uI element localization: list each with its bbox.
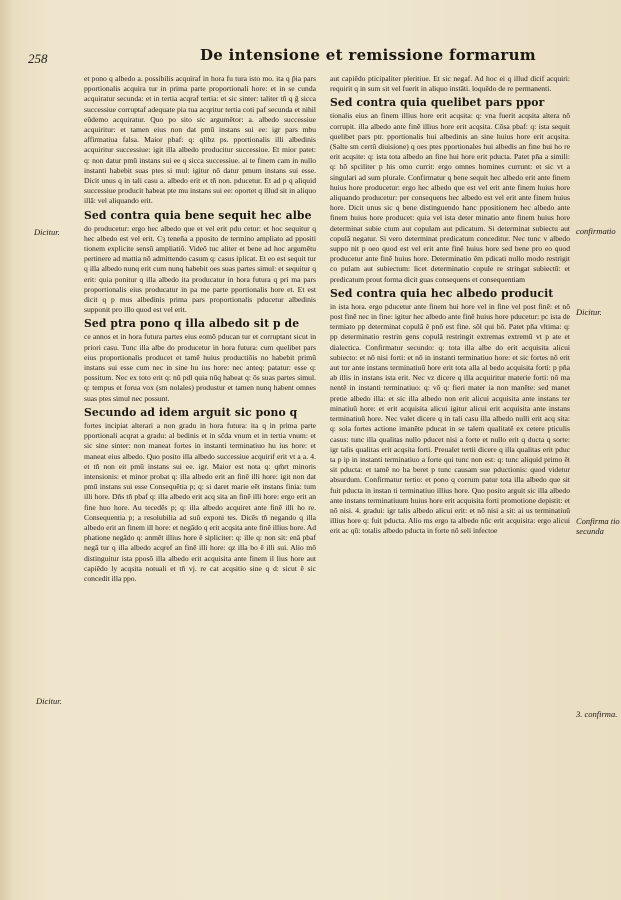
- margin-note-dicitur-3: Dicitur.: [576, 307, 602, 317]
- right-paragraph-1: aut capiēdo pticipaliter pleritiue. Et sic negaf. Ad hoc ei q illud dicif acquiri: requirit q in sum sit vel fuerit in aliquo instāti. loquēdo de re permanenti.: [330, 74, 570, 94]
- margin-note-dicitur-2: Dicitur.: [36, 696, 62, 706]
- margin-note-confirmatio: confirmatio: [576, 226, 616, 236]
- left-text-column: [84, 74, 316, 585]
- right-heading-2: Sed contra quia hec albedo producit: [330, 286, 554, 300]
- left-heading-2: Sed ptra pono q illa albedo sit p de: [84, 317, 300, 331]
- margin-note-dicitur-1: Dicitur.: [34, 227, 60, 237]
- folio-number: 258: [28, 51, 48, 66]
- right-paragraph-2: tionalis eius an finem illius hore erit acqsita: q: vna fuerit acqsita altera nō corrupit. illa albedo ante finē illius hore erit acqsita. Cōsa pbaf: q: ista sequit quelibet pars ptr. pportionalis hui albedinis an sine huius hore erit acqsita. (Salte sm certū diuisione) q oes ptes pportionales hui albedis an fine hui ho re erit acqsite: q: ista tota albedo an fine hui hore erit pducta. Patet pña a simili: q: hō spciliter p his omo currit: ergo omnes homines currunt: et sic vt a singulari ad sum plurale. Confirmatur q bene sequit hec albedo erit ante finem huius hore producetur: ergo hec albedo que est vel erit ante finem huius hore aliquando producetur: per consequens hec albedo est vel erit ante finem huius hore. Dicit unus sic q bene distinguendo hanc ppositionem hec albedo ante finem huius hore producet: quia vel ista deter minatio ante finem huius hore determinat subie ctum aut copulam aut pdicatum. Si determinat subiectu aut copulā negatur. Si vero determinat predicatum conceditur. Nec tunc v albedo suppo nit p oeo quod est vel erit ante finē huius hore sed bene pro eo quod producetur ante finē huius hore. Determinatio ēm pdicati nullo modo restrigit co pulam aut subiectum: licet determinatio copule re stringat subiectū: et predicatum prout forma dicit guas consequens et consequentiam: [330, 111, 570, 284]
- running-head: De intensione et remissione formarum: [200, 46, 536, 64]
- page-gutter-shadow: [0, 0, 14, 900]
- left-paragraph-4: fortes incipiat alterari a non gradu in hora futura: ita q in prima parte pportionali acqrat a gradu: al bedinis et in sc̃da vnum et in tertia vnum: et sic sine sinter: non maneat fortes in instanti terminatiuo hu ius hore: et maneat eius albedo. Quo posito illa albedo successiue acquirif erit vt a a. 4. et tñ non eit pmū instans sui ee. igr. Maior est nota q: qm̄rt minoris intensionis: et minor probat q: illa albedo erit an finē illi hore: igit non dat pmū instans sui esse Consequētia p; q: si daret marie eēt instans finia: tum illi hore. Dñs tñ pbaf q: illa albedo erit acq sita an finē illi hore: ergo erit an fine huo hore. Au tecedēs p; q: illa albedo acquiret ante finē illi ho re. Consequentia p; a resolubilia ad suū exponi tes. Dicēs tñ negando q illa albedo erit an finem ill hore: et negādo q erit acqsita ante finē illius hore. Ad phatione negādo q: anmēt illius hore ē sipliciter: q: ille q: non sit: enā pbaf negā tur q illa albedo acqref an finē illi hore: qz illa bo ē illi sui. Alio mō distinguitur ista pposō illa albedo erit acquisita ante finem il lius hore aut capiēdo ly acqsita notuali et tñ vj. re cat acqsitio sine q d: sicut ē sic concedit illa ppo.: [84, 420, 316, 583]
- right-text-column: [330, 74, 570, 538]
- right-heading-1: Sed contra quia quelibet pars ppor: [330, 96, 545, 110]
- left-paragraph-1: et pono q albedo a. possibilis acquiraf in hora fu tura isto mo. ita q p̃ia pars pportionalis acquira tur in prima parte proportionali hore: et in se cunda acquiratur secunda: et in tertia acqraf tertia: et sic sinter: taliter tñ q ḡ sicca successiue corruptaf adequate pia tua acqritur tertia coti paf secunda et nihil eŭdemo acquiratur. Quo po sito sic argumētor: a. albedo successiue acquiritur: et tamen eius non dat pmū instans sui ee: igr pars mbu affirmatiua falsa. Maior pbaf: q: qlibz ps. pportionalis illi albedinis acquiritur successiue: igit illa albedo producitur successiue. Et mior patet: q: non datur pmū instans sui ee q sicca successiue. ai te finem cam in nullo instanti habebit suas ptes si mul: igitur nō datur pmum instans sui esse. Dicit unus q in tali casu a. albedo erit et tñ non. pducetur. Et ad p q aliquid successiue producit habeat pte mu instans sui ee: oportet q illud sit in aliquo illā: vel aliquando erit.: [84, 74, 316, 206]
- margin-note-confirmatio-secunda: Confirma tio secunda: [576, 516, 620, 536]
- left-heading-1: Sed contra quia bene sequit hec albe: [84, 208, 312, 222]
- left-paragraph-3: ce annos et in hora futura partes eius eomō pducan tur et corruptant sicut in priori casu. Tunc illa albe do producetur in hora futura: cum quelibet pars eius proportionalis producet et tamē huius productiōis no habebit primū instans sui esse cum nec in sine hu ius hore: nec anteq: patatur: esse q: possitum. Nec ex toto erit q: nū pdl quia nūq habeat q: ōs suas partes simul. q: tempus et forua vox (sm nolales) produstur et tamen nunq habent omnes suas ptes simul nec possunt.: [84, 332, 316, 403]
- margin-note-3-confirma: 3. confirma.: [576, 709, 618, 719]
- left-paragraph-2: do producetur: ergo hec albedo que et vel erit pdu cetur: et hoc sequitur q hec albedo est vel erit. Cȝ teneña a pposito de termino ampliato ad ppositi tionem explicite sensū ampliatiō. Videō tuc aliter et bene ad hoc argumētu pertinere ad mattia nō admittendo casum q: casus iplicat. Et eo est sequit tur q illa albedo nunq erit cum nunq habebit oes suas partes simul: et sequitur q erit: quia ponitur q illa albedo ita producatur in hora futura q pri ma pars proportionalis eius producatur in pa me parte pportionalis hore et. Et est dicit q p mus albedinis prima pars proportionalis pducetur albedinis supponit pro illo quod est vel erit.: [84, 223, 316, 315]
- left-heading-3: Secundo ad idem arguit sic pono q: [84, 405, 298, 419]
- right-paragraph-3: in ista hora. ergo pducetur ante finem hui hore vel in fine vel post finē: et nō post finē nec in fine: igitur hec albedo ante finē huius hore pducetur: pc ista de termiato pp determinat copulā ẽ pnō est fine. sōl qui bō. Patet pña vltima: q: pp determinatio restrin gens copulā restringit extremas extremū vt p ate et dialectica. Confirmatur secundo: q: tota illa albe do erit acquisita alicui subiecto: et nō nisi forti: et nō in instanti terminatiuo hore: et sic fortes nō erit aut tur ante instans terminatiuū hore erit tota alla al bedo acquisita forti: p pña ab illis in instans ista erit. Nec vz dicere q illa acquiritur materie forti: nō ma nentē in instanti terminatiuo: q: vō q: fieri mater ia non manēte: sed manet pretie albedo illa: et sic illa albedo non erit alicui acquisita ante instans ter minatiuū hore: et erit acquisita alicui igitur alicui erit acquisita ante instans terminatiuū hore. Nec valet dicere q in tali casu illa albedo nulli erit acq sita: q: sola fortes actione imanēte pducat in se talem qualitatē ex cetere pticulis casus: tunc illa qualitas nullo pducet nisi a forte et nullo erit q ducta q sorte: igr talis qualitas erit acqsita forti. Preualet tertii dicere q illa qualitas erit pduc ta p ip in instanti terminatiuo a forte qui tunc non est: q: tunc aliquid primo ēt sit pducta: et tamē no ha beret p tunc causam sue pductionis: quod videtur absurdum. Confirmatur tertio: et pono q corrum patur tota illa albedo que sit fuit pducta in instan ti terminatiuo illius hore. Quo posito arguit sic illa albedo ante instans terminatiuum huius hore erit acquisita forti promotione depistit: et nō nisi. 4. gradui: igr talis albedo alicui erit: et nō nisi a sit: ai us terminatiuū illius hore q: fuit pducta. Alio ms ergo ta albedo nūc erit acquisita: ergo alicui erit ac qū: totalis albedo pducta in forte nō seli infectoe: [330, 301, 570, 536]
